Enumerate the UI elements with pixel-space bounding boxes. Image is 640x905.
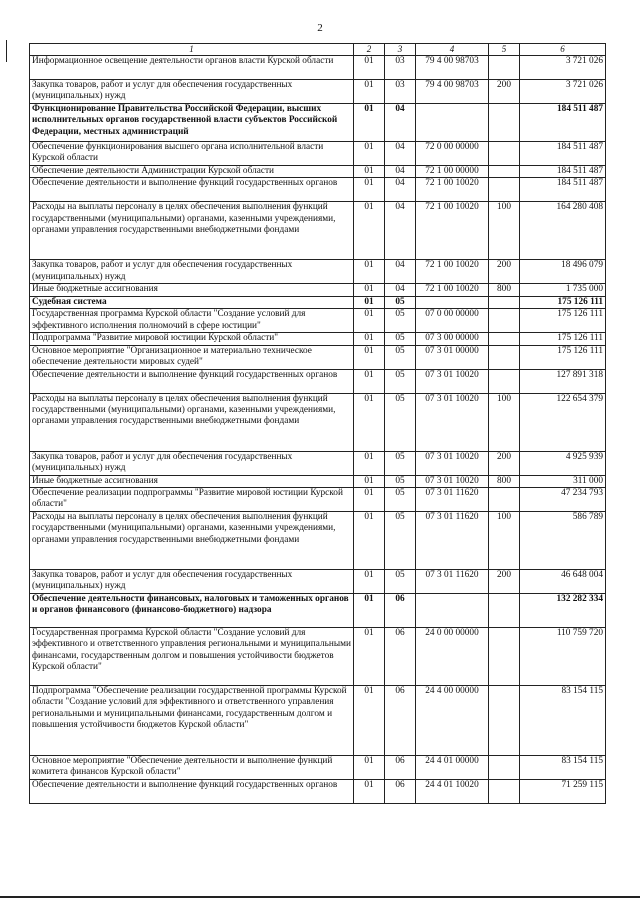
bottom-rule [0, 896, 640, 898]
row-section-code: 01 [354, 104, 385, 142]
row-subsection-code: 05 [385, 475, 416, 487]
row-name: Обеспечение функционирования высшего органа исполнительной власти Курской области [30, 142, 354, 166]
table-row [30, 628, 606, 686]
row-name: Закупка товаров, работ и услуг для обеспечения государственных (муниципальных) нужд [30, 80, 354, 104]
row-target-article [416, 594, 489, 628]
row-section-code: 01 [354, 345, 385, 369]
row-target-article: 24 4 01 00000 [416, 756, 489, 780]
row-amount: 184 511 487 [520, 166, 606, 178]
row-section-code: 01 [354, 756, 385, 780]
row-subsection-code: 05 [385, 369, 416, 393]
row-name: Расходы на выплаты персоналу в целях обеспечения выполнения функций государственными (муниципальными) органами, казенными учреждениями, органами управления государственными внебюджетными фондами [30, 202, 354, 260]
row-expense-type [489, 756, 520, 780]
row-amount: 184 511 487 [520, 178, 606, 202]
row-subsection-code: 04 [385, 142, 416, 166]
row-amount: 311 000 [520, 475, 606, 487]
row-expense-type: 200 [489, 80, 520, 104]
row-subsection-code: 04 [385, 104, 416, 142]
row-target-article: 72 1 00 00000 [416, 166, 489, 178]
row-expense-type: 100 [489, 393, 520, 451]
row-target-article: 07 3 01 11620 [416, 488, 489, 512]
row-name: Государственная программа Курской области "Создание условий для эффективного исполнения полномочий в сфере юстиции" [30, 309, 354, 333]
table-row [30, 488, 606, 512]
row-section-code: 01 [354, 284, 385, 296]
row-target-article: 07 3 01 10020 [416, 475, 489, 487]
row-name: Судебная система [30, 296, 354, 308]
table-row [30, 594, 606, 628]
row-subsection-code: 05 [385, 345, 416, 369]
row-section-code: 01 [354, 56, 385, 80]
table-row [30, 284, 606, 296]
row-amount: 175 126 111 [520, 309, 606, 333]
row-expense-type [489, 488, 520, 512]
row-subsection-code: 05 [385, 309, 416, 333]
row-name: Обеспечение деятельности и выполнение функций государственных органов [30, 369, 354, 393]
column-header: 2 [354, 44, 385, 56]
row-expense-type: 200 [489, 451, 520, 475]
row-target-article [416, 104, 489, 142]
row-target-article: 72 1 00 10020 [416, 178, 489, 202]
row-section-code: 01 [354, 686, 385, 756]
row-target-article: 24 0 00 00000 [416, 628, 489, 686]
row-amount: 83 154 115 [520, 686, 606, 756]
row-target-article: 07 0 00 00000 [416, 309, 489, 333]
row-amount: 122 654 379 [520, 393, 606, 451]
row-subsection-code: 04 [385, 178, 416, 202]
row-target-article: 07 3 01 10020 [416, 393, 489, 451]
row-target-article: 07 3 01 11620 [416, 570, 489, 594]
table-row [30, 142, 606, 166]
row-expense-type [489, 166, 520, 178]
row-name: Обеспечение деятельности Администрации Курской области [30, 166, 354, 178]
column-header: 5 [489, 44, 520, 56]
row-amount: 4 925 939 [520, 451, 606, 475]
table-row [30, 475, 606, 487]
row-name: Информационное освещение деятельности органов власти Курской области [30, 56, 354, 80]
table-row [30, 333, 606, 345]
row-section-code: 01 [354, 202, 385, 260]
table-row [30, 104, 606, 142]
row-subsection-code: 04 [385, 166, 416, 178]
row-subsection-code: 04 [385, 202, 416, 260]
row-name: Функционирование Правительства Российской Федерации, высших исполнительных органов государственной власти субъектов Российской Федерации, местных администраций [30, 104, 354, 142]
row-section-code: 01 [354, 594, 385, 628]
row-name: Основное мероприятие "Обеспечение деятельности и выполнение функций комитета финансов Курской области" [30, 756, 354, 780]
row-amount: 18 496 079 [520, 260, 606, 284]
row-subsection-code: 04 [385, 284, 416, 296]
row-expense-type [489, 594, 520, 628]
row-amount: 71 259 115 [520, 780, 606, 804]
table-row [30, 686, 606, 756]
row-expense-type [489, 780, 520, 804]
row-amount: 110 759 720 [520, 628, 606, 686]
row-amount: 586 789 [520, 512, 606, 570]
row-expense-type [489, 104, 520, 142]
row-section-code: 01 [354, 393, 385, 451]
row-subsection-code: 05 [385, 570, 416, 594]
row-subsection-code: 05 [385, 393, 416, 451]
row-section-code: 01 [354, 178, 385, 202]
row-section-code: 01 [354, 628, 385, 686]
row-target-article: 24 4 00 00000 [416, 686, 489, 756]
row-amount: 184 511 487 [520, 104, 606, 142]
row-section-code: 01 [354, 475, 385, 487]
row-target-article: 07 3 01 10020 [416, 369, 489, 393]
row-subsection-code: 04 [385, 260, 416, 284]
table-row [30, 451, 606, 475]
table-row [30, 393, 606, 451]
row-section-code: 01 [354, 142, 385, 166]
row-name: Обеспечение реализации подпрограммы "Развитие мировой юстиции Курской области" [30, 488, 354, 512]
row-subsection-code: 05 [385, 333, 416, 345]
row-name: Расходы на выплаты персоналу в целях обеспечения выполнения функций государственными (муниципальными) органами, казенными учреждениями, органами управления государственными внебюджетными фондами [30, 512, 354, 570]
row-amount: 127 891 318 [520, 369, 606, 393]
row-subsection-code: 05 [385, 488, 416, 512]
budget-table [29, 43, 606, 804]
margin-mark [6, 40, 7, 62]
row-section-code: 01 [354, 570, 385, 594]
row-target-article: 24 4 01 10020 [416, 780, 489, 804]
table-body [30, 56, 606, 804]
row-expense-type [489, 142, 520, 166]
row-expense-type: 200 [489, 260, 520, 284]
row-target-article: 07 3 01 11620 [416, 512, 489, 570]
row-amount: 3 721 026 [520, 80, 606, 104]
row-section-code: 01 [354, 80, 385, 104]
row-expense-type [489, 56, 520, 80]
table-row [30, 296, 606, 308]
row-amount: 175 126 111 [520, 345, 606, 369]
row-expense-type [489, 345, 520, 369]
row-subsection-code: 05 [385, 512, 416, 570]
row-section-code: 01 [354, 166, 385, 178]
row-name: Закупка товаров, работ и услуг для обеспечения государственных (муниципальных) нужд [30, 451, 354, 475]
row-name: Подпрограмма "Развитие мировой юстиции Курской области" [30, 333, 354, 345]
row-amount: 175 126 111 [520, 333, 606, 345]
row-subsection-code: 06 [385, 628, 416, 686]
table-row [30, 56, 606, 80]
row-amount: 83 154 115 [520, 756, 606, 780]
table-row [30, 369, 606, 393]
row-expense-type: 100 [489, 512, 520, 570]
column-header: 4 [416, 44, 489, 56]
row-target-article: 72 1 00 10020 [416, 202, 489, 260]
row-subsection-code: 05 [385, 296, 416, 308]
row-subsection-code: 03 [385, 56, 416, 80]
table-row [30, 345, 606, 369]
row-amount: 175 126 111 [520, 296, 606, 308]
row-expense-type [489, 333, 520, 345]
row-subsection-code: 06 [385, 780, 416, 804]
row-target-article: 07 3 00 00000 [416, 333, 489, 345]
row-section-code: 01 [354, 296, 385, 308]
row-target-article: 79 4 00 98703 [416, 80, 489, 104]
row-subsection-code: 03 [385, 80, 416, 104]
page-number: 2 [317, 22, 323, 34]
row-amount: 164 280 408 [520, 202, 606, 260]
column-header: 3 [385, 44, 416, 56]
row-name: Обеспечение деятельности и выполнение функций государственных органов [30, 178, 354, 202]
row-expense-type: 800 [489, 284, 520, 296]
row-target-article: 79 4 00 98703 [416, 56, 489, 80]
column-header: 1 [30, 44, 354, 56]
table-row [30, 178, 606, 202]
row-name: Обеспечение деятельности финансовых, налоговых и таможенных органов и органов финансового (финансово-бюджетного) надзора [30, 594, 354, 628]
row-target-article: 07 3 01 00000 [416, 345, 489, 369]
row-amount: 3 721 026 [520, 56, 606, 80]
row-name: Основное мероприятие "Организационное и материально техническое обеспечение деятельности мировых судей" [30, 345, 354, 369]
row-section-code: 01 [354, 309, 385, 333]
table-row [30, 80, 606, 104]
column-header: 6 [520, 44, 606, 56]
table-row [30, 756, 606, 780]
row-expense-type [489, 178, 520, 202]
row-target-article [416, 296, 489, 308]
row-name: Расходы на выплаты персоналу в целях обеспечения выполнения функций государственными (муниципальными) органами, казенными учреждениями, органами управления государственными внебюджетными фондами [30, 393, 354, 451]
row-name: Закупка товаров, работ и услуг для обеспечения государственных (муниципальных) нужд [30, 260, 354, 284]
table-row [30, 260, 606, 284]
column-number-row [30, 44, 606, 56]
row-amount: 184 511 487 [520, 142, 606, 166]
row-target-article: 07 3 01 10020 [416, 451, 489, 475]
table-row [30, 202, 606, 260]
row-section-code: 01 [354, 333, 385, 345]
row-expense-type [489, 686, 520, 756]
row-expense-type [489, 309, 520, 333]
table-row [30, 570, 606, 594]
row-amount: 1 735 000 [520, 284, 606, 296]
table-row [30, 166, 606, 178]
row-target-article: 72 0 00 00000 [416, 142, 489, 166]
row-section-code: 01 [354, 451, 385, 475]
row-section-code: 01 [354, 369, 385, 393]
row-expense-type: 100 [489, 202, 520, 260]
row-name: Подпрограмма "Обеспечение реализации государственной программы Курской области "Создание условий для эффективного и ответственного управления региональными и муниципальными финансами, государственным долгом и повышения устойчивости бюджетов Курской области" [30, 686, 354, 756]
row-name: Государственная программа Курской области "Создание условий для эффективного и ответственного управления региональными и муниципальными финансами, государственным долгом и повышения устойчивости бюджетов Курской области" [30, 628, 354, 686]
row-section-code: 01 [354, 780, 385, 804]
row-expense-type [489, 628, 520, 686]
row-expense-type: 200 [489, 570, 520, 594]
row-target-article: 72 1 00 10020 [416, 284, 489, 296]
row-expense-type: 800 [489, 475, 520, 487]
table-row [30, 780, 606, 804]
row-amount: 132 282 334 [520, 594, 606, 628]
row-section-code: 01 [354, 512, 385, 570]
row-section-code: 01 [354, 260, 385, 284]
row-expense-type [489, 369, 520, 393]
row-subsection-code: 06 [385, 686, 416, 756]
table-row [30, 309, 606, 333]
row-subsection-code: 05 [385, 451, 416, 475]
row-section-code: 01 [354, 488, 385, 512]
row-name: Иные бюджетные ассигнования [30, 284, 354, 296]
row-name: Закупка товаров, работ и услуг для обеспечения государственных (муниципальных) нужд [30, 570, 354, 594]
table-row [30, 512, 606, 570]
row-target-article: 72 1 00 10020 [416, 260, 489, 284]
row-amount: 47 234 793 [520, 488, 606, 512]
row-name: Иные бюджетные ассигнования [30, 475, 354, 487]
row-expense-type [489, 296, 520, 308]
row-amount: 46 648 004 [520, 570, 606, 594]
row-subsection-code: 06 [385, 756, 416, 780]
row-subsection-code: 06 [385, 594, 416, 628]
row-name: Обеспечение деятельности и выполнение функций государственных органов [30, 780, 354, 804]
